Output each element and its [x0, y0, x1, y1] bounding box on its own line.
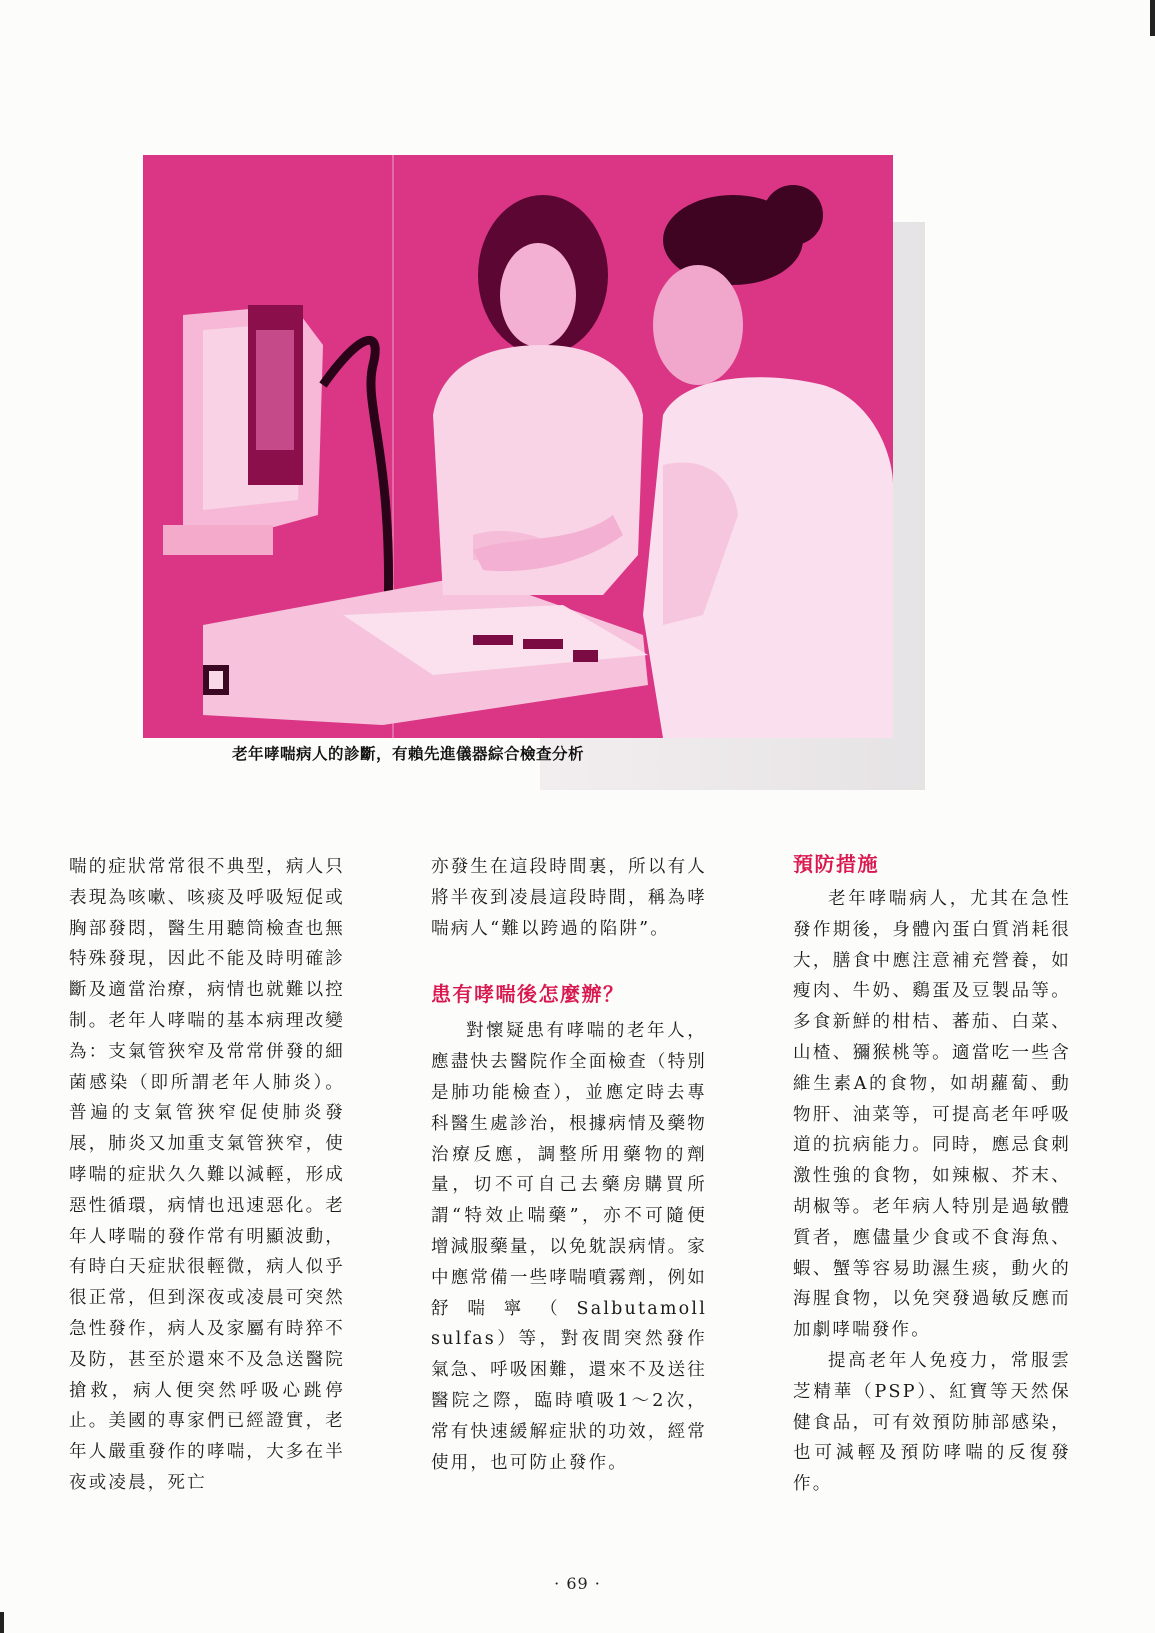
column-3-paragraph-1: 老年哮喘病人，尤其在急性發作期後，身體內蛋白質消耗很大，膳食中應注意補充營養，如瘦肉、牛奶、鷄蛋及豆製品等。多食新鮮的柑桔、蕃茄、白菜、山楂、獼猴桃等。適當吃一些含維生素A的食物，如胡蘿蔔、動物肝、油菜等，可提高老年呼吸道的抗病能力。同時，應忌食刺激性強的食物，如辣椒、芥末、胡椒等。老年病人特別是過敏體質者，應儘量少食或不食海魚、蝦、蟹等容易助濕生痰，動火的海腥食物，以免突發過敏反應而加劇哮喘發作。	[793, 889, 1071, 1341]
column-1	[69, 852, 345, 1499]
column-1-paragraph: 喘的症狀常常很不典型，病人只表現為咳嗽、咳痰及呼吸短促或胸部發悶，醫生用聽筒檢查也無特殊發現，因此不能及時明確診斷及適當治療，病情也就難以控制。老年人哮喘的基本病理改變為：支氣管狹窄及常常併發的細菌感染（即所謂老年人肺炎）。普遍的支氣管狹窄促使肺炎發展，肺炎又加重支氣管狹窄，使哮喘的症狀久久難以減輕，形成惡性循環，病情也迅速惡化。老年人哮喘的發作常有明顯波動，有時白天症狀很輕微，病人似乎很正常，但到深夜或凌晨可突然急性發作，病人及家屬有時猝不及防，甚至於還來不及急送醫院搶救，病人便突然呼吸心跳停止。美國的專家們已經證實，老年人嚴重發作的哮喘，大多在半夜或凌晨，死亡	[69, 857, 345, 1493]
column-3-paragraph-2: 提高老年人免疫力，常服雲芝精華（PSP）、紅寶等天然保健食品，可有效預防肺部感染，也可減輕及預防哮喘的反復發作。	[793, 1350, 1071, 1495]
figure-photo	[143, 155, 893, 738]
section-heading-prevention: 預防措施	[793, 852, 879, 876]
page-number: · 69 ·	[554, 1574, 601, 1593]
column-3	[793, 848, 1071, 1500]
column-2	[431, 852, 707, 1478]
photo-illustration	[143, 155, 893, 738]
scan-edge-mark	[1150, 0, 1155, 36]
section-heading-what-to-do: 患有哮喘後怎麼辦？	[431, 982, 625, 1007]
scan-edge-mark	[0, 1612, 4, 1633]
figure-caption: 老年哮喘病人的診斷，有賴先進儀器綜合檢查分析	[232, 745, 585, 763]
column-2-lead-paragraph: 亦發生在這段時間裏，所以有人將半夜到凌晨這段時間，稱為哮喘病人“難以跨過的陷阱”。	[431, 857, 707, 939]
column-2-paragraph: 對懷疑患有哮喘的老年人，應盡快去醫院作全面檢查（特別是肺功能檢查），並應定時去專科醫生處診治，根據病情及藥物治療反應，調整所用藥物的劑量，切不可自己去藥房購買所謂“特效止喘藥”，亦不可隨便增減服藥量，以免躭誤病情。家中應常備一些哮喘噴霧劑，例如舒喘寧（Salbutamoll sulfas）等，對夜間突然發作氣急、呼吸困難，還來不及送往醫院之際，臨時噴吸1～2次，常有快速緩解症狀的功效，經常使用，也可防止發作。	[431, 1021, 707, 1473]
